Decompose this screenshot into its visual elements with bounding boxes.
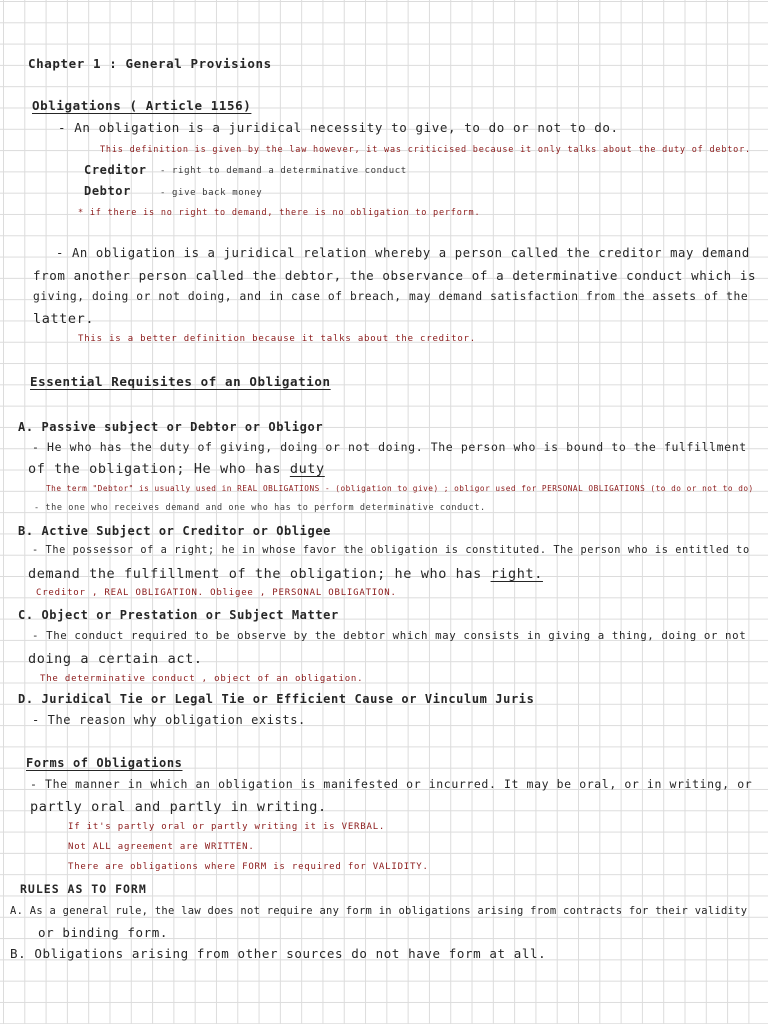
- requisite-d-title: D. Juridical Tie or Legal Tie or Efficient Cause or Vinculum Juris: [18, 692, 535, 706]
- no-right-note: * if there is no right to demand, there is no obligation to perform.: [78, 208, 481, 218]
- requisite-a-line-1: - He who has the duty of giving, doing or not doing. The person who is bound to the fulfillment: [32, 440, 747, 454]
- requisite-a-note-1: The term "Debtor" is usually used in REAL OBLIGATIONS - (obligation to give) ; obligor used for PERSONAL OBLIGATIONS (to do or not to do): [46, 484, 754, 493]
- requisite-c-title: C. Object or Prestation or Subject Matter: [18, 608, 339, 622]
- obligation-definition-2-line-2: from another person called the debtor, the observance of a determinative conduct which is: [33, 268, 757, 283]
- forms-line-2: partly oral and partly in writing.: [30, 799, 327, 815]
- obligations-heading: Obligations ( Article 1156): [32, 98, 252, 113]
- definition-1-note: This definition is given by the law however, it was criticised because it only talks about the duty of debtor.: [100, 145, 751, 155]
- requisite-a-title: A. Passive subject or Debtor or Obligor: [18, 420, 324, 434]
- obligation-definition-2-line-4: latter.: [33, 311, 95, 327]
- obligation-definition-1: - An obligation is a juridical necessity to give, to do or not to do.: [58, 120, 619, 135]
- forms-note-2: Not ALL agreement are WRITTEN.: [68, 842, 255, 852]
- chapter-title: Chapter 1 : General Provisions: [28, 56, 272, 71]
- forms-heading: Forms of Obligations: [26, 756, 183, 770]
- requisite-a-line-2-text: of the obligation; He who has: [28, 461, 290, 477]
- debtor-description: - give back money: [160, 188, 263, 198]
- rule-a-line-2: or binding form.: [38, 925, 169, 940]
- requisite-c-note: The determinative conduct , object of an obligation.: [40, 674, 364, 684]
- requisite-a-line-2: [28, 461, 325, 477]
- requisite-b-note: Creditor , REAL OBLIGATION. Obligee , PERSONAL OBLIGATION.: [36, 588, 397, 598]
- forms-line-1: - The manner in which an obligation is manifested or incurred. It may be oral, or in writing, or: [30, 777, 753, 791]
- requisite-c-line-2: doing a certain act.: [28, 651, 203, 667]
- creditor-description: - right to demand a determinative conduct: [160, 166, 407, 176]
- requisites-heading: Essential Requisites of an Obligation: [30, 374, 331, 389]
- rule-a-line-1: A. As a general rule, the law does not require any form in obligations arising from contracts for their validity: [10, 905, 748, 917]
- obligation-definition-2-line-3: giving, doing or not doing, and in case of breach, may demand satisfaction from the assets of the: [33, 290, 749, 303]
- requisite-b-line-2-text: demand the fulfillment of the obligation; he who has: [28, 566, 491, 582]
- requisite-c-line-1: - The conduct required to be observe by the debtor which may consists in giving a thing, doing or not: [32, 629, 747, 642]
- requisite-d-line-1: - The reason why obligation exists.: [32, 713, 306, 727]
- forms-note-1: If it's partly oral or partly writing it is VERBAL.: [68, 822, 386, 832]
- rules-heading: RULES AS TO FORM: [20, 882, 147, 896]
- duty-underlined: duty: [289, 461, 325, 477]
- definition-2-note: This is a better definition because it talks about the creditor.: [78, 334, 476, 344]
- requisite-b-line-2: [28, 566, 543, 582]
- creditor-label: Creditor: [84, 163, 147, 177]
- debtor-label: Debtor: [84, 184, 131, 198]
- right-underlined: right.: [490, 566, 543, 582]
- obligation-definition-2-line-1: - An obligation is a juridical relation whereby a person called the creditor may demand: [56, 246, 750, 260]
- requisite-b-line-1: - The possessor of a right; he in whose favor the obligation is constituted. The person who is entitled to: [32, 544, 750, 556]
- requisite-a-note-2: - the one who receives demand and one who has to perform determinative conduct.: [34, 503, 486, 513]
- rule-b: B. Obligations arising from other sources do not have form at all.: [10, 946, 547, 961]
- forms-note-3: There are obligations where FORM is required for VALIDITY.: [68, 862, 429, 872]
- requisite-b-title: B. Active Subject or Creditor or Obligee: [18, 524, 331, 538]
